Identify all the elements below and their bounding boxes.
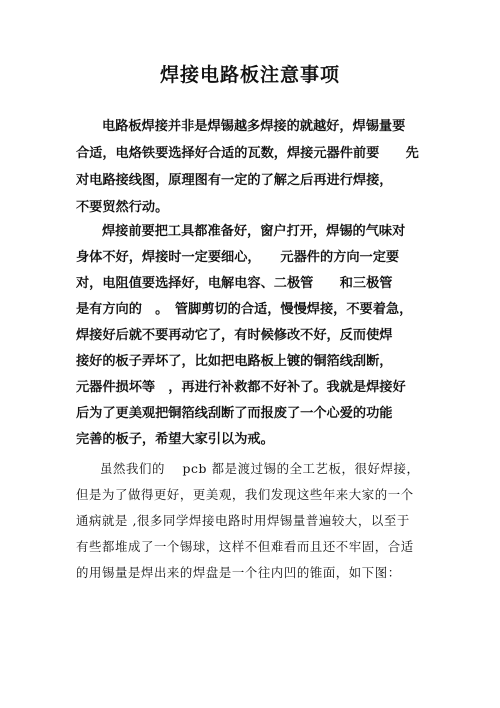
paragraph-2-line-4: 是有方向的 。 管脚剪切的合适，慢慢焊接，不要着急， [76, 302, 413, 317]
paragraph-1-line-4: 不要贸然行动。 [76, 200, 169, 215]
paragraph-1-line-1: 电路板焊接并非是焊锡越多焊接的就越好，焊锡量要 [102, 119, 406, 134]
document-title: 焊接电路板注意事项 [159, 64, 340, 86]
paragraph-3-line-1: 虽然我们的 pcb 都是渡过锡的全工艺板，很好焊接， [100, 461, 420, 476]
paragraph-3-line-3: 通病就是 ,很多同学焊接电路时用焊锡量普遍较大，以至于 [76, 513, 410, 528]
paragraph-2-line-7: 元器件损坏等 ，再进行补救都不好补了。我就是焊接好 [76, 380, 406, 395]
paragraph-2-line-8: 后为了更美观把铜箔线刮断了而报废了一个心爱的功能 [76, 406, 393, 421]
paragraph-2-line-2: 身体不好，焊接时一定要细心， 元器件的方向一定要 [76, 250, 400, 265]
paragraph-2-line-5: 焊接好后就不要再动它了，有时候修改不好，反而使焊 [76, 328, 393, 343]
paragraph-2-line-3: 对，电阻值要选择好，电解电容、二极管 和三极管 [76, 276, 393, 291]
paragraph-2-line-9: 完善的板子，希望大家引以为戒。 [76, 432, 274, 447]
paragraph-2-line-1: 焊接前要把工具都准备好，窗户打开，焊锡的气味对 [102, 224, 406, 239]
paragraph-1-line-3: 对电路接线图，原理图有一定的了解之后再进行焊接， [76, 173, 393, 188]
paragraph-1-line-2: 合适，电烙铁要选择好合适的瓦数，焊接元器件前要 先 [76, 146, 419, 161]
paragraph-3-line-5: 的用锡量是焊出来的焊盘是一个往内凹的锥面，如下图： [76, 565, 401, 580]
paragraph-3-line-4: 有些都堆成了一个锡球，这样不但难看而且还不牢固，合适 [76, 539, 414, 554]
paragraph-2-line-6: 接好的板子弄坏了，比如把电路板上镀的铜箔线刮断， [76, 354, 393, 369]
paragraph-3-line-2: 但是为了做得更好，更美观，我们发现这些年来大家的一个 [76, 487, 414, 502]
